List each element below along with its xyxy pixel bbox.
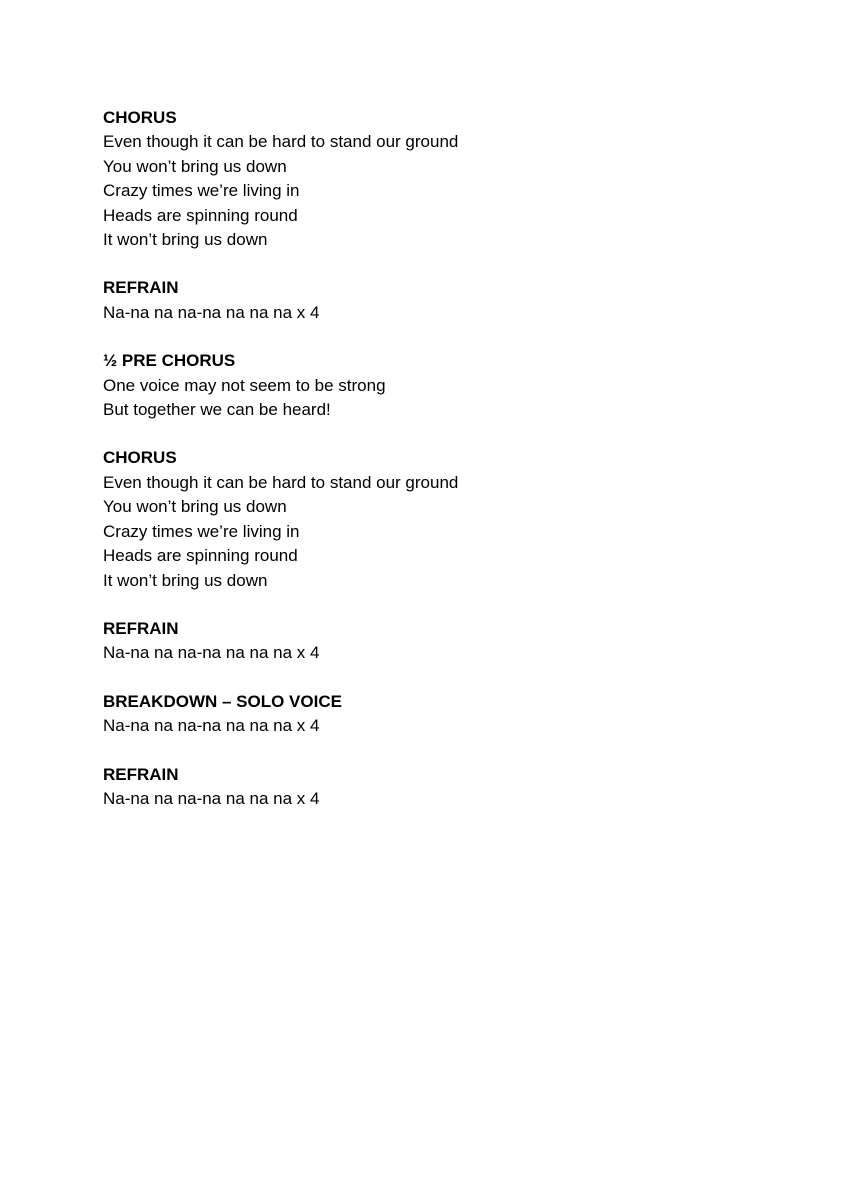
section-refrain-2 xyxy=(103,617,803,666)
section-heading: REFRAIN xyxy=(103,618,179,638)
section-heading: BREAKDOWN – SOLO VOICE xyxy=(103,691,342,711)
lyric-line: It won’t bring us down xyxy=(103,230,268,250)
section-heading: ½ PRE CHORUS xyxy=(103,351,236,371)
lyric-line: You won’t bring us down xyxy=(103,497,287,517)
lyric-line: Crazy times we’re living in xyxy=(103,521,300,541)
lyric-line: It won’t bring us down xyxy=(103,570,268,590)
lyric-line: Na-na na na-na na na na x 4 xyxy=(103,788,320,808)
section-heading: REFRAIN xyxy=(103,278,179,298)
lyric-line: Na-na na na-na na na na x 4 xyxy=(103,716,320,736)
section-refrain-1 xyxy=(103,276,803,325)
section-breakdown xyxy=(103,690,803,739)
lyric-line: Heads are spinning round xyxy=(103,205,298,225)
lyric-line: You won’t bring us down xyxy=(103,156,287,176)
lyrics-document xyxy=(103,106,803,835)
lyric-line: Heads are spinning round xyxy=(103,546,298,566)
lyric-line: But together we can be heard! xyxy=(103,400,331,420)
lyric-line: Crazy times we’re living in xyxy=(103,181,300,201)
section-heading: CHORUS xyxy=(103,108,177,127)
lyric-line: Even though it can be hard to stand our ground xyxy=(103,132,459,152)
lyric-line: Na-na na na-na na na na x 4 xyxy=(103,302,320,322)
lyric-line: One voice may not seem to be strong xyxy=(103,375,386,395)
lyric-line: Even though it can be hard to stand our ground xyxy=(103,472,459,492)
section-heading: CHORUS xyxy=(103,448,177,468)
section-refrain-3 xyxy=(103,763,803,812)
section-half-pre-chorus xyxy=(103,349,803,422)
section-heading: REFRAIN xyxy=(103,764,179,784)
section-chorus-2 xyxy=(103,446,803,592)
section-chorus-1 xyxy=(103,106,803,252)
lyric-line: Na-na na na-na na na na x 4 xyxy=(103,643,320,663)
